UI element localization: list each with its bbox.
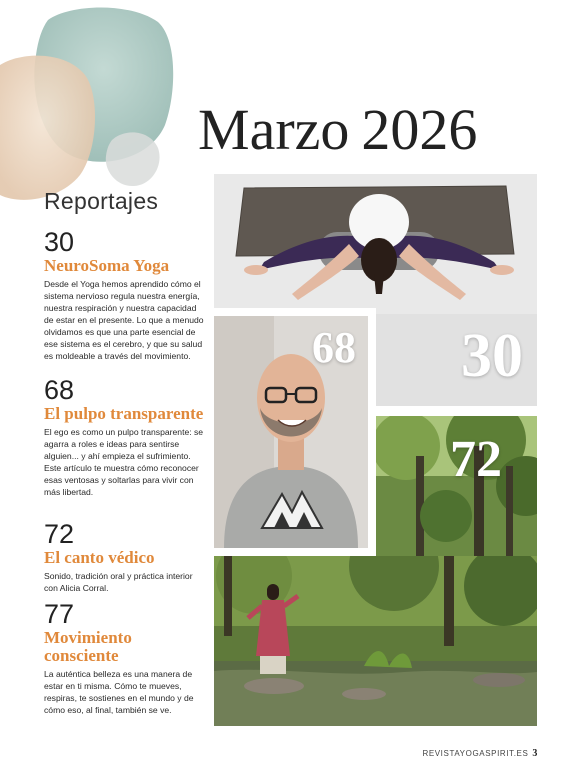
photo-page-number: 30 <box>461 322 523 390</box>
footer-page-number: 3 <box>532 748 538 759</box>
title-year: 2026 <box>361 97 478 162</box>
article-description: La auténtica belleza es una manera de estar en ti misma. Cómo te mueves, respiras, te sostienes en el mundo y de cómo eso, al final, también se ve. <box>44 669 194 715</box>
forest-photo[interactable] <box>376 416 537 566</box>
article-title: El canto védico <box>44 548 155 567</box>
article-description: El ego es como un pulpo transparente: se agarra a roles e ideas para sentirse alguien... y ahí empieza el sufrimiento. Este artículo te muestra cómo reconocer esas ventosas y soltarlas para vivir con más libertad. <box>44 427 204 497</box>
article-title: Movimiento consciente <box>44 628 132 665</box>
article-page-number: 72 <box>44 519 75 549</box>
portrait-photo-frame[interactable] <box>206 308 376 556</box>
title-month: Marzo <box>198 97 350 162</box>
footer-site[interactable]: REVISTAYOGASPIRIT.ES <box>422 749 529 758</box>
photo-page-number: 72 <box>450 431 502 488</box>
page-footer <box>422 748 538 759</box>
page-title <box>198 96 477 163</box>
article-page-number: 77 <box>44 599 75 629</box>
article-entry[interactable] <box>44 600 204 716</box>
article-entry[interactable] <box>44 520 204 594</box>
article-title: El pulpo transparente <box>44 404 204 423</box>
article-description: Desde el Yoga hemos aprendido cómo el sistema nervioso regula nuestra energía, nuestra respiración y nuestra capacidad de estar en el presente. Lo que a menudo olvidamos es que una parte esencial de ese sistema es el cerebro, y que su salud es moldeable a través del movimiento. <box>44 279 204 361</box>
riverside-photo[interactable] <box>214 556 537 726</box>
section-heading: Reportajes <box>44 188 159 214</box>
riverside-illustration <box>214 556 537 726</box>
article-title: NeuroSoma Yoga <box>44 256 170 275</box>
article-entry[interactable] <box>44 228 204 362</box>
article-page-number: 30 <box>44 227 75 257</box>
article-page-number: 68 <box>44 375 75 405</box>
article-description: Sonido, tradición oral y práctica interior con Alicia Corral. <box>44 571 193 593</box>
watercolor-stones-decoration <box>0 0 180 210</box>
photo-page-number: 68 <box>312 323 356 372</box>
article-entry[interactable] <box>44 376 204 498</box>
